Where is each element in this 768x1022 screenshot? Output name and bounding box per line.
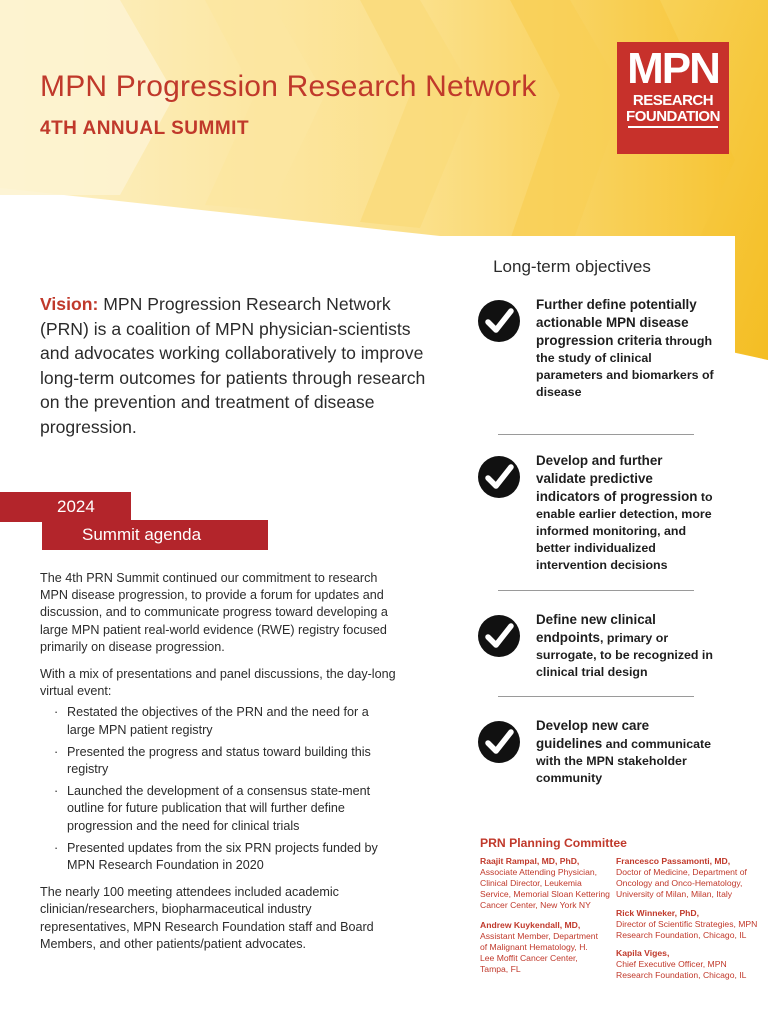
vision-text: MPN Progression Research Network (PRN) is a coalition of MPN physician-scientists and advocates working collaboratively to improve long-term outcomes for patients through research on the prevention and treatment of disease progression. (40, 294, 426, 437)
committee-title: PRN Planning Committee (480, 836, 627, 850)
list-item (40, 840, 400, 874)
vision-statement (40, 292, 440, 440)
objective-4-text: and communicate with the MPN stakeholder community (536, 737, 712, 785)
member-name: Francesco Passamonti, MD, (616, 856, 731, 866)
agenda-bullet-list (40, 704, 400, 874)
bullet-text: Launched the development of a consensus state-ment outline for future publication that will further define progression and the need for clinical trials (67, 784, 371, 833)
bullet-text: Restated the objectives of the PRN and the need for a large MPN patient registry (67, 705, 369, 737)
bullet-text: Presented the progress and status toward building this registry (67, 744, 371, 777)
member-name: Raajit Rampal, MD, PhD, (480, 856, 580, 866)
page-subtitle: 4TH ANNUAL SUMMIT (40, 118, 250, 139)
member-role: Assistant Member, Department of Malignant Hematology, H. Lee Moffit Cancer Center, Tampa, FL (480, 931, 598, 974)
member-name: Andrew Kuykendall, MD, (480, 920, 581, 930)
committee-member (616, 856, 756, 900)
committee-member (616, 908, 762, 941)
member-role: Chief Executive Officer, MPN Research Foundation, Chicago, IL (616, 959, 747, 980)
agenda-label-tab: Summit agenda (42, 520, 268, 550)
vision-label: Vision: (40, 294, 99, 314)
checkmark-circle-icon (478, 721, 520, 763)
agenda-paragraph-2: With a mix of presentations and panel discussions, the day-long virtual event: (40, 667, 396, 699)
page-title: MPN Progression Research Network (40, 70, 537, 103)
objective-divider (498, 696, 694, 697)
member-name: Rick Winneker, PhD, (616, 908, 700, 918)
checkmark-circle-icon (478, 456, 520, 498)
member-role: Associate Attending Physician, Clinical Director, Leukemia Service, Memorial Sloan Kettering Cancer Center, New York NY (480, 867, 610, 910)
objective-1-text: through the study of clinical parameters and biomarkers of disease (536, 334, 714, 399)
objectives-heading: Long-term objectives (493, 257, 651, 276)
objective-divider (498, 590, 694, 591)
bullet-dot-icon: · (54, 840, 59, 855)
logo-line-1: MPN (627, 44, 719, 93)
list-item (40, 744, 400, 778)
bullet-dot-icon: · (54, 784, 59, 799)
committee-member (616, 948, 762, 981)
agenda-closing-paragraph: The nearly 100 meeting attendees included academic clinician/researchers, biopharmaceutical industry representatives, MPN Research Foundation staff and Board Members, and other patients/patient advocates. (40, 885, 374, 951)
list-item (40, 704, 400, 738)
member-name: Kapila Viges, (616, 948, 670, 958)
agenda-paragraph-1: The 4th PRN Summit continued our commitment to research MPN disease progression, to provide a forum for updates and discussion, and to communicate progress toward developing a large MPN patient real-world evidence (RWE) registry focused primarily on disease progression. (40, 571, 388, 654)
objective-divider (498, 434, 694, 435)
member-role: Doctor of Medicine, Department of Oncology and Onco-Hematology, University of Milan, Milan, Italy (616, 867, 747, 899)
committee-member (480, 856, 612, 911)
checkmark-circle-icon (478, 615, 520, 657)
objective-2-text: to enable earlier detection, more informed monitoring, and better individualized intervention decisions (536, 490, 713, 572)
objective-4-bold: Develop new care guidelines (536, 718, 650, 751)
agenda-body (40, 570, 400, 963)
member-role: Director of Scientific Strategies, MPN Research Foundation, Chicago, IL (616, 919, 758, 940)
bullet-dot-icon: · (54, 744, 59, 759)
logo-underline (628, 126, 718, 128)
agenda-year-tab: 2024 (0, 492, 131, 522)
mpn-research-foundation-logo (617, 42, 729, 154)
objective-3-text: , primary or surrogate, to be recognized in clinical trial design (536, 631, 713, 679)
logo-line-2: RESEARCH (632, 92, 714, 109)
objective-1-bold: Further define potentially actionable MPN disease progression criteria (536, 297, 697, 348)
objective-3-bold: Define new clinical endpoints (536, 612, 656, 645)
checkmark-circle-icon (478, 300, 520, 342)
bullet-dot-icon: · (54, 705, 59, 720)
committee-member (480, 920, 600, 975)
logo-line-3: FOUNDATION (626, 108, 720, 125)
list-item (40, 783, 400, 835)
bullet-text: Presented updates from the six PRN projects funded by MPN Research Foundation in 2020 (67, 840, 378, 873)
objective-2-bold: Develop and further validate predictive indicators of progression (536, 453, 698, 504)
